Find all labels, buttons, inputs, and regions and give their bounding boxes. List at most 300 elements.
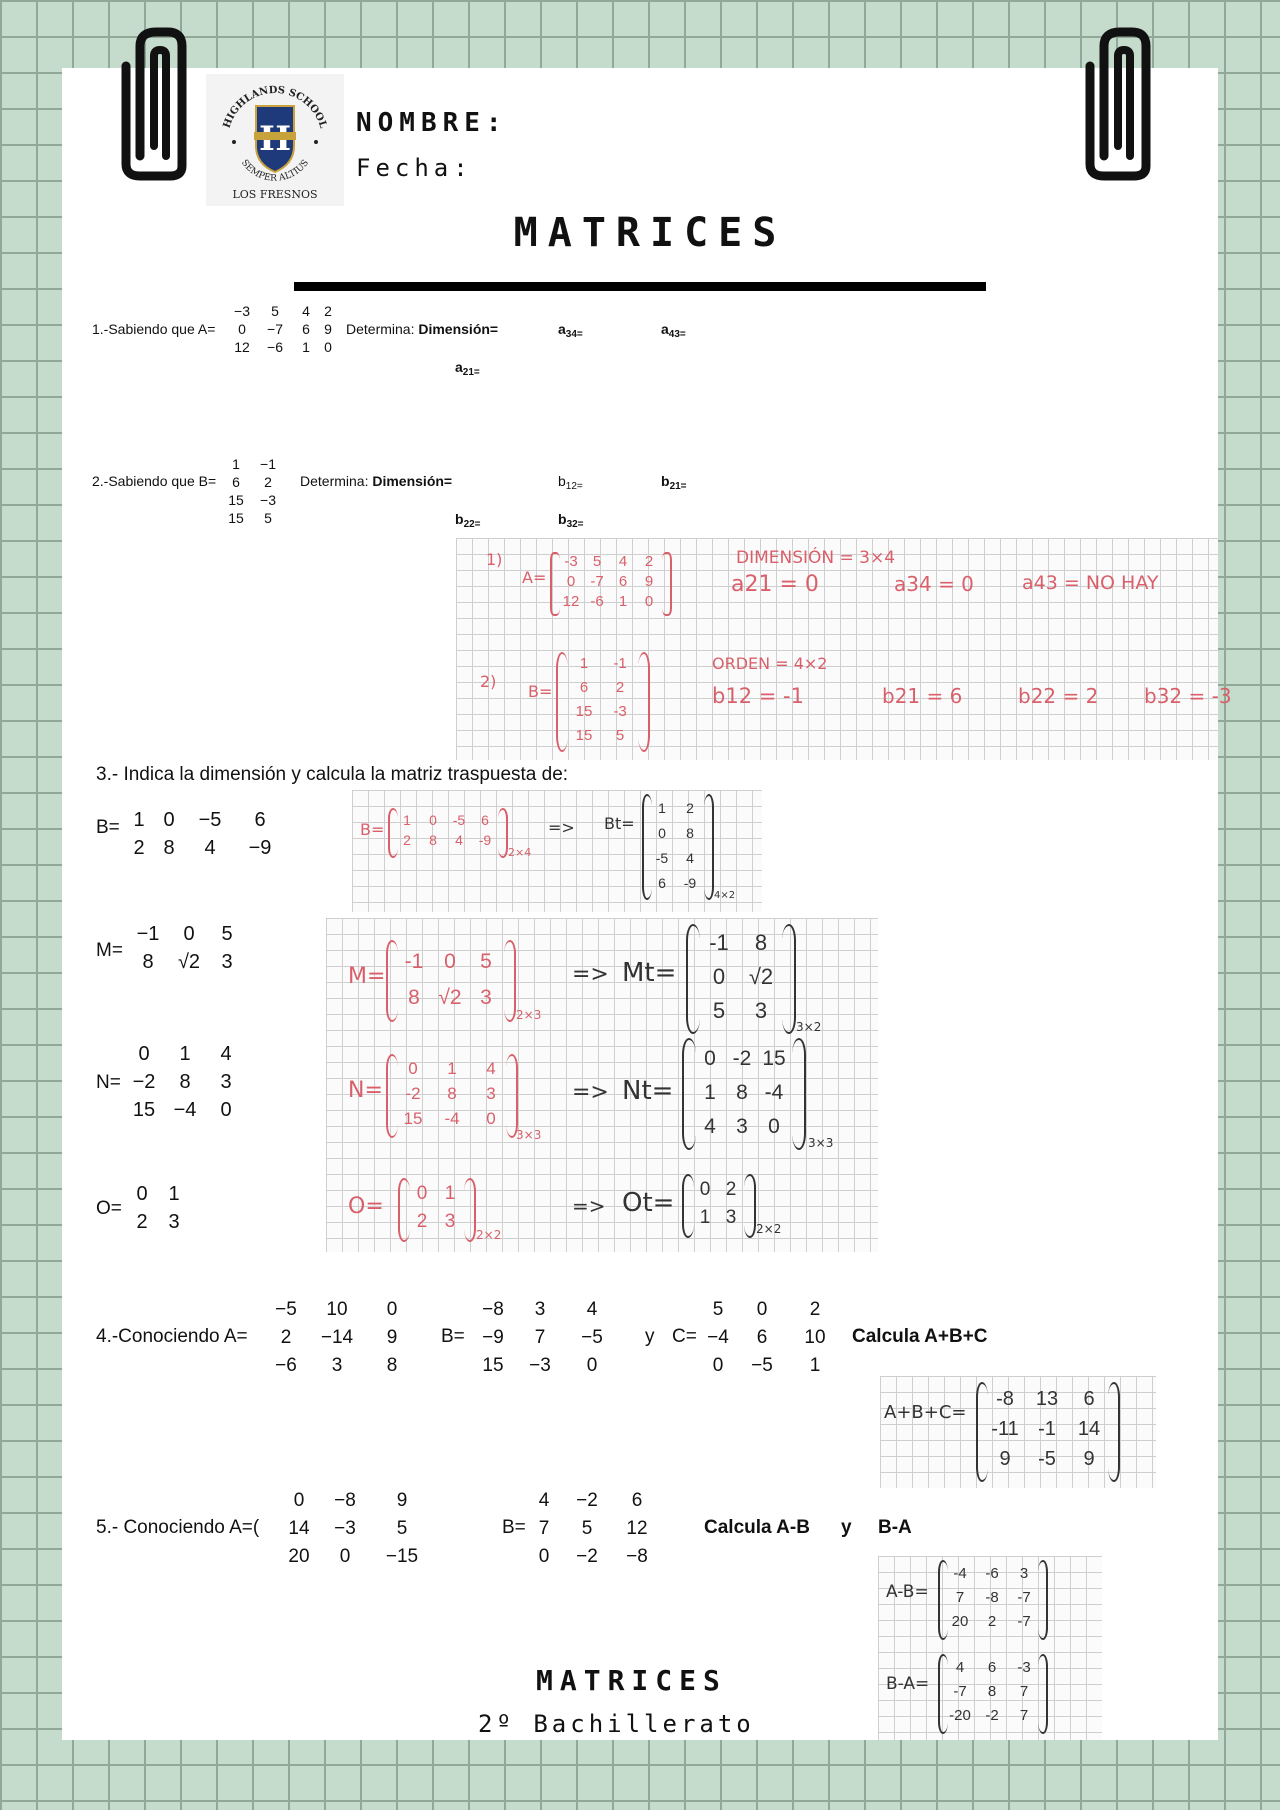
matrix-cell: 8	[179, 1071, 191, 1093]
ex2-prompt: 2.-Sabiendo que B=	[92, 473, 217, 489]
matrix-cell: 3	[221, 951, 233, 973]
sol3-B-paren-right	[498, 808, 508, 858]
matrix-cell: −9	[248, 837, 272, 859]
sol1-a43: a43 = NO HAY	[1022, 572, 1159, 594]
sol3-Nt-matrix	[694, 1042, 790, 1144]
matrix-cell: 0	[136, 1183, 148, 1205]
sol2-paren-right	[638, 652, 650, 752]
ex4-B-label: B=	[441, 1326, 465, 1347]
matrix-cell: 1	[179, 1043, 191, 1065]
sol5-BA-paren-right	[1038, 1654, 1048, 1734]
matrix-cell: 20	[951, 1613, 969, 1630]
matrix-cell: 3	[220, 1071, 232, 1093]
sol2-b12: b12 = -1	[712, 684, 804, 708]
solution-ex3-B-photo	[352, 790, 762, 912]
sol1-a21: a21 = 0	[731, 572, 819, 597]
matrix-cell: 1	[699, 1207, 711, 1228]
matrix-cell: 5	[271, 303, 279, 319]
sol3-N-lhs: N=	[348, 1078, 383, 1103]
matrix-cell: -5	[1038, 1448, 1056, 1470]
matrix-cell: 3	[725, 1207, 737, 1228]
ex2-matrix	[224, 455, 288, 527]
matrix-cell: 4	[204, 837, 216, 859]
sol1-dimension: DIMENSIÓN = 3×4	[736, 548, 896, 568]
matrix-cell: −8	[626, 1546, 648, 1567]
matrix-cell: 1	[447, 1059, 457, 1078]
matrix-cell: 2	[280, 1327, 292, 1348]
matrix-cell: 8	[754, 930, 768, 955]
matrix-cell: 14	[1077, 1418, 1101, 1440]
matrix-cell: −9	[482, 1327, 504, 1348]
sol3-B-dim: 2×4	[508, 846, 532, 859]
matrix-cell: 15	[762, 1047, 786, 1070]
matrix-cell: 4	[538, 1490, 550, 1511]
ex5-calcula-BA: B-A	[878, 1517, 912, 1538]
matrix-cell: 2	[725, 1179, 737, 1200]
matrix-cell: -1	[613, 655, 627, 672]
matrix-cell: 9	[396, 1490, 408, 1511]
matrix-cell: 0	[163, 809, 175, 831]
matrix-cell: 8	[686, 825, 694, 841]
matrix-cell: -5	[655, 850, 669, 866]
matrix-cell: 0	[408, 1059, 418, 1078]
matrix-cell: 1	[403, 812, 411, 828]
matrix-cell: 5	[221, 923, 233, 945]
footer-subtitle: 2º Bachillerato	[478, 1710, 755, 1738]
ex1-determina-line	[346, 321, 498, 337]
matrix-cell: 7	[534, 1327, 546, 1348]
matrix-cell: 1	[704, 1081, 716, 1104]
sol3-Ot-paren-right	[744, 1174, 756, 1238]
matrix-cell: 2	[686, 800, 694, 816]
matrix-cell: 2	[416, 1211, 428, 1232]
sol4-matrix	[984, 1384, 1110, 1474]
sol2-orden: ORDEN = 4×2	[712, 654, 828, 673]
nombre-label: NOMBRE:	[356, 108, 508, 138]
matrix-cell: 9	[1083, 1448, 1095, 1470]
sol3-N-dim: 3×3	[516, 1128, 542, 1142]
sol3-B-arrow: =>	[548, 818, 575, 837]
ex4-B-matrix	[472, 1296, 618, 1380]
sol3-B-lhs: B=	[360, 820, 385, 839]
ex4-C-matrix	[700, 1296, 842, 1380]
sol3-Bt-dim: 4×2	[714, 890, 736, 901]
matrix-cell: 3	[754, 998, 768, 1023]
matrix-cell: −8	[482, 1299, 504, 1320]
matrix-cell: 9	[324, 321, 332, 337]
matrix-cell: 0	[238, 321, 246, 337]
matrix-cell: 6	[1083, 1388, 1095, 1410]
ex4-prompt: 4.-Conociendo A=	[96, 1326, 248, 1347]
matrix-cell: −5	[751, 1355, 773, 1376]
sol3-Mt-dim: 3×2	[796, 1020, 822, 1034]
ex1-matrix	[226, 302, 336, 356]
matrix-cell: −6	[275, 1355, 297, 1376]
matrix-cell: 0	[566, 573, 576, 590]
matrix-cell: 8	[447, 1084, 457, 1103]
ex1-dimension: Dimensión=	[418, 321, 499, 337]
matrix-cell: 1	[658, 800, 666, 816]
matrix-cell: 7	[1019, 1683, 1029, 1700]
sol3-Nt-lhs: Nt=	[622, 1076, 674, 1106]
matrix-cell: 2	[809, 1299, 821, 1320]
ex1-prompt: 1.-Sabiendo que A=	[92, 321, 216, 337]
matrix-cell: -6	[985, 1565, 999, 1582]
matrix-cell: -8	[996, 1388, 1014, 1410]
matrix-cell: 4	[486, 1059, 496, 1078]
matrix-cell: 4	[302, 303, 310, 319]
matrix-cell: −5	[275, 1299, 297, 1320]
matrix-cell: −3	[334, 1518, 356, 1539]
matrix-cell: 0	[644, 593, 654, 610]
matrix-cell: 15	[482, 1355, 504, 1376]
ex3-O-matrix	[126, 1180, 190, 1236]
matrix-cell: 9	[386, 1327, 398, 1348]
matrix-cell: -20	[949, 1707, 971, 1724]
matrix-cell: 8	[386, 1355, 398, 1376]
matrix-cell: 6	[232, 474, 240, 490]
matrix-cell: 6	[481, 812, 489, 828]
ex4-A-matrix	[268, 1296, 414, 1380]
matrix-cell: 0	[712, 964, 726, 989]
matrix-cell: 1	[232, 456, 240, 472]
matrix-cell: 20	[288, 1546, 310, 1567]
matrix-cell: -1	[709, 930, 729, 955]
matrix-cell: −6	[267, 339, 283, 355]
svg-text:HIGHLANDS SCHOOL: HIGHLANDS SCHOOL	[221, 84, 329, 130]
matrix-cell: 4	[618, 553, 628, 570]
matrix-cell: 4	[455, 832, 463, 848]
svg-text:SEMPER ALTIUS: SEMPER ALTIUS	[238, 158, 312, 184]
sol3-M-matrix	[396, 944, 504, 1016]
sol3-M-arrow: =>	[572, 962, 609, 987]
svg-text:LOS FRESNOS: LOS FRESNOS	[232, 188, 318, 201]
matrix-cell: −3	[529, 1355, 551, 1376]
matrix-cell: 15	[575, 703, 593, 720]
matrix-cell: −8	[334, 1490, 356, 1511]
matrix-cell: −2	[132, 1071, 156, 1093]
sol3-Bt-matrix	[648, 796, 704, 896]
school-logo	[206, 74, 344, 206]
matrix-cell: 6	[254, 809, 266, 831]
sol3-O-matrix	[408, 1180, 464, 1236]
paperclip-right-icon	[1084, 26, 1164, 181]
matrix-cell: -8	[985, 1589, 999, 1606]
matrix-cell: 4	[704, 1115, 716, 1138]
matrix-cell: -3	[613, 703, 627, 720]
matrix-cell: 8	[736, 1081, 748, 1104]
matrix-cell: 12	[234, 339, 250, 355]
matrix-cell: 5	[712, 998, 726, 1023]
ex3-O-label: O=	[96, 1198, 122, 1219]
ex3-title: 3.- Indica la dimensión y calcula la matriz traspuesta de:	[96, 764, 569, 785]
matrix-cell: −1	[136, 923, 160, 945]
matrix-cell: 6	[579, 679, 589, 696]
ex5-y: y	[841, 1517, 852, 1538]
matrix-cell: 0	[324, 339, 332, 355]
matrix-cell: 0	[386, 1299, 398, 1320]
matrix-cell: 0	[444, 950, 456, 973]
sol3-N-arrow: =>	[572, 1080, 609, 1105]
ex2-determina-line	[300, 473, 452, 489]
matrix-cell: -4	[764, 1081, 784, 1104]
matrix-cell: 7	[1019, 1707, 1029, 1724]
ex5-prompt: 5.- Conociendo A=(	[96, 1517, 260, 1538]
matrix-cell: −15	[385, 1546, 419, 1567]
matrix-cell: 1	[809, 1355, 821, 1376]
matrix-cell: 1	[579, 655, 589, 672]
ex1-a34: $a_{34=}$	[558, 321, 583, 340]
matrix-cell: 0	[429, 812, 437, 828]
matrix-cell: 2	[264, 474, 272, 490]
matrix-cell: −4	[173, 1099, 197, 1121]
sol2-b21: b21 = 6	[882, 684, 963, 708]
sol1-a34: a34 = 0	[894, 572, 974, 596]
matrix-cell: 1	[444, 1183, 456, 1204]
matrix-cell: 0	[712, 1355, 724, 1376]
ex2-determina: Determina:	[300, 473, 369, 489]
matrix-cell: 8	[163, 837, 175, 859]
matrix-cell: 8	[429, 832, 437, 848]
matrix-cell: 2	[987, 1613, 997, 1630]
sol5-AB-paren-right	[1038, 1560, 1048, 1640]
ex4-C-label: C=	[672, 1326, 697, 1347]
sol3-Nt-dim: 3×3	[808, 1136, 834, 1150]
matrix-cell: 4	[955, 1659, 965, 1676]
matrix-cell: 3	[486, 1084, 496, 1103]
sol3-M-lhs: M=	[348, 964, 386, 989]
ex3-B-label: B=	[96, 817, 120, 838]
sol2-B-matrix	[566, 652, 638, 748]
matrix-cell: 2	[324, 303, 332, 319]
sol2-b32: b32 = -3	[1144, 684, 1232, 708]
sol3-Bt-paren-right	[704, 794, 714, 900]
matrix-cell: 12	[562, 593, 580, 610]
matrix-cell: −1	[260, 456, 276, 472]
matrix-cell: 0	[339, 1546, 351, 1567]
solution-ex1-ex2-photo	[456, 538, 1232, 760]
matrix-cell: 3	[1019, 1565, 1029, 1582]
matrix-cell: -9	[683, 875, 697, 891]
matrix-cell: 7	[538, 1518, 550, 1539]
matrix-cell: 1	[618, 593, 628, 610]
sol5-BA-matrix	[944, 1656, 1040, 1728]
matrix-cell: 0	[220, 1099, 232, 1121]
matrix-cell: 4	[686, 850, 694, 866]
matrix-cell: 15	[228, 492, 244, 508]
matrix-cell: 5	[264, 510, 272, 526]
matrix-cell: 2	[615, 679, 625, 696]
ex5-A-matrix	[280, 1487, 432, 1571]
sol1-A-lhs: A=	[522, 568, 547, 587]
matrix-cell: 8	[408, 986, 420, 1009]
sol3-Ot-matrix	[692, 1176, 744, 1232]
matrix-cell: √2	[177, 951, 201, 973]
matrix-cell: -9	[478, 832, 492, 848]
matrix-cell: 3	[480, 986, 492, 1009]
matrix-cell: 12	[626, 1518, 648, 1539]
matrix-cell: 0	[658, 825, 666, 841]
footer-title: MATRICES	[536, 1664, 727, 1697]
matrix-cell: 0	[293, 1490, 305, 1511]
sol1-bracket-right	[662, 552, 672, 616]
solution-ex3-MNO-photo	[326, 918, 878, 1252]
matrix-cell: -4	[444, 1109, 460, 1128]
matrix-cell: 0	[538, 1546, 550, 1567]
matrix-cell: 0	[486, 1109, 496, 1128]
matrix-cell: 5	[396, 1518, 408, 1539]
matrix-cell: -7	[1017, 1613, 1031, 1630]
matrix-cell: 5	[712, 1299, 724, 1320]
matrix-cell: -1	[1038, 1418, 1056, 1440]
sol5-AB-matrix	[944, 1562, 1040, 1634]
matrix-cell: −3	[260, 492, 276, 508]
matrix-cell: 0	[768, 1115, 780, 1138]
matrix-cell: 0	[183, 923, 195, 945]
ex5-B-label: B=	[502, 1517, 526, 1538]
matrix-cell: -1	[404, 950, 424, 973]
matrix-cell: 5	[480, 950, 492, 973]
matrix-cell: -11	[991, 1418, 1019, 1440]
sol3-N-matrix	[396, 1056, 508, 1131]
matrix-cell: 14	[288, 1518, 310, 1539]
matrix-cell: −5	[198, 809, 222, 831]
sol5-AB-lhs: A-B=	[886, 1582, 929, 1602]
sol2-b22: b22 = 2	[1018, 684, 1099, 708]
sol3-M-dim: 2×3	[516, 1008, 542, 1022]
matrix-cell: 9	[644, 573, 654, 590]
matrix-cell: 2	[133, 837, 145, 859]
matrix-cell: 6	[631, 1490, 643, 1511]
matrix-cell: 2	[644, 553, 654, 570]
matrix-cell: 8	[142, 951, 154, 973]
matrix-cell: 5	[592, 553, 602, 570]
matrix-cell: 10	[804, 1327, 826, 1348]
matrix-cell: -3	[1017, 1659, 1031, 1676]
matrix-cell: 9	[999, 1448, 1011, 1470]
matrix-cell: -5	[452, 812, 466, 828]
title-divider	[294, 282, 986, 291]
sol3-O-paren-right	[464, 1178, 476, 1242]
matrix-cell: 3	[168, 1211, 180, 1233]
matrix-cell: 5	[615, 727, 625, 744]
matrix-cell: −14	[320, 1327, 354, 1348]
matrix-cell: √2	[438, 986, 462, 1009]
matrix-cell: 4	[586, 1299, 598, 1320]
matrix-cell: 3	[736, 1115, 748, 1138]
sol3-Mt-lhs: Mt=	[622, 958, 677, 988]
matrix-cell: 15	[132, 1099, 156, 1121]
matrix-cell: 8	[987, 1683, 997, 1700]
ex3-M-label: M=	[96, 940, 123, 961]
matrix-cell: -7	[590, 573, 604, 590]
sol3-M-paren-right	[504, 940, 516, 1022]
sol3-Mt-paren-right	[782, 924, 796, 1034]
sol3-O-arrow: =>	[572, 1194, 606, 1218]
ex4-y: y	[645, 1326, 655, 1347]
matrix-cell: 0	[138, 1043, 150, 1065]
ex3-N-label: N=	[96, 1072, 121, 1093]
ex3-N-matrix	[126, 1040, 244, 1124]
matrix-cell: 5	[581, 1518, 593, 1539]
matrix-cell: 3	[444, 1211, 456, 1232]
ex2-b22: $b_{22=}$	[455, 511, 481, 530]
matrix-cell: 6	[987, 1659, 997, 1676]
matrix-cell: 3	[331, 1355, 343, 1376]
ex2-b32: $b_{32=}$	[558, 511, 584, 530]
paperclip-left-icon	[120, 26, 200, 181]
sol1-label: 1)	[486, 550, 503, 569]
matrix-cell: 0	[756, 1299, 768, 1320]
matrix-cell: -4	[953, 1565, 967, 1582]
matrix-cell: 3	[534, 1299, 546, 1320]
matrix-cell: 1	[168, 1183, 180, 1205]
matrix-cell: −2	[576, 1490, 598, 1511]
sol3-Ot-lhs: Ot=	[622, 1188, 675, 1218]
sol3-N-paren-right	[506, 1054, 518, 1138]
sol3-Ot-dim: 2×2	[756, 1222, 782, 1236]
matrix-cell: 2	[403, 832, 411, 848]
sol4-lhs: A+B+C=	[884, 1402, 967, 1423]
matrix-cell: 1	[302, 339, 310, 355]
sol2-label: 2)	[480, 672, 497, 691]
sol5-BA-lhs: B-A=	[886, 1674, 930, 1694]
sol3-O-dim: 2×2	[476, 1228, 502, 1242]
sol3-O-lhs: O=	[348, 1194, 384, 1219]
ex2-b12: $b_{12=}$	[558, 473, 583, 492]
matrix-cell: −5	[581, 1327, 603, 1348]
matrix-cell: 0	[586, 1355, 598, 1376]
matrix-cell: 0	[416, 1183, 428, 1204]
page-title: MATRICES	[513, 210, 787, 256]
matrix-cell: 6	[618, 573, 628, 590]
matrix-cell: 1	[133, 809, 145, 831]
matrix-cell: −2	[576, 1546, 598, 1567]
matrix-cell: -3	[564, 553, 578, 570]
ex5-B-matrix	[526, 1487, 662, 1571]
matrix-cell: √2	[748, 964, 774, 989]
ex1-a43: $a_{43=}$	[661, 321, 686, 340]
sol3-B-matrix	[394, 810, 498, 850]
matrix-cell: -2	[405, 1084, 421, 1103]
matrix-cell: 10	[326, 1299, 348, 1320]
ex2-dimension: Dimensión=	[372, 473, 453, 489]
matrix-cell: −3	[234, 303, 250, 319]
matrix-cell: 0	[704, 1047, 716, 1070]
matrix-cell: 13	[1035, 1388, 1059, 1410]
matrix-cell: 0	[699, 1179, 711, 1200]
sol3-Bt-lhs: Bt=	[604, 814, 635, 833]
ex5-calcula-AB: Calcula A-B	[704, 1517, 810, 1538]
matrix-cell: 6	[658, 875, 666, 891]
sol3-Nt-paren-right	[792, 1038, 806, 1150]
solution-ex4-photo	[880, 1376, 1156, 1488]
matrix-cell: 15	[575, 727, 593, 744]
matrix-cell: −7	[267, 321, 283, 337]
matrix-cell: -6	[590, 593, 604, 610]
matrix-cell: 6	[302, 321, 310, 337]
matrix-cell: 2	[136, 1211, 148, 1233]
ex1-a21: $a_{21=}$	[455, 359, 480, 378]
matrix-cell: -7	[953, 1683, 967, 1700]
matrix-cell: 15	[403, 1109, 423, 1128]
solution-ex5-photo	[878, 1556, 1102, 1740]
ex3-B-matrix	[126, 806, 286, 862]
matrix-cell: 7	[955, 1589, 965, 1606]
ex1-determina: Determina:	[346, 321, 415, 337]
matrix-cell: -2	[732, 1047, 752, 1070]
fecha-label: Fecha:	[356, 154, 473, 182]
